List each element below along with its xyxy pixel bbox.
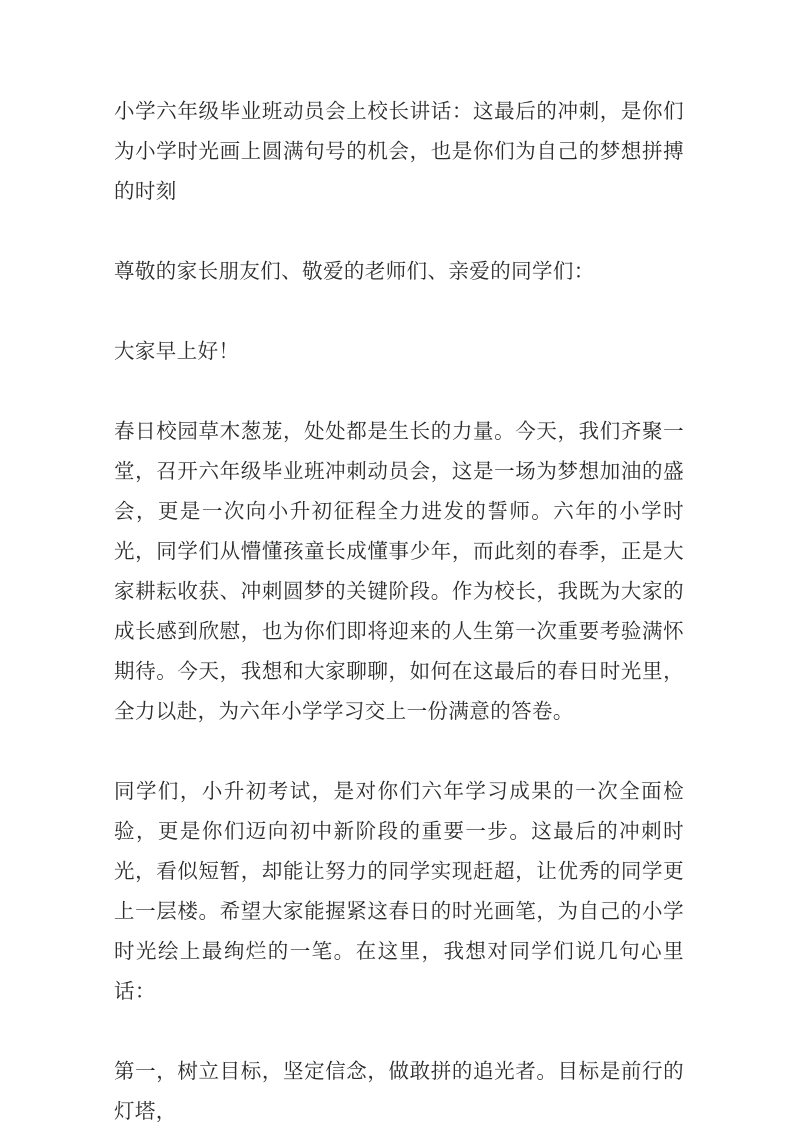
document-text-column: [114, 92, 684, 1122]
salutation-paragraph: 尊敬的家长朋友们、敬爱的老师们、亲爱的同学们：: [114, 261, 595, 283]
opening-paragraph: 春日校园草木葱茏，处处都是生长的力量。今天，我们齐聚一堂，召开六年级毕业班冲刺动员会，这是一场为梦想加油的盛会，更是一次向小升初征程全力进发的誓师。六年的小学时光，同学们从懵懂孩童长成懂事少年，而此刻的春季，正是大家耕耘收获、冲刺圆梦的关键阶段。作为校长，我既为大家的成长感到欣慰，也为你们即将迎来的人生第一次重要考验满怀期待。今天，我想和大家聊聊，如何在这最后的春日时光里，全力以赴，为六年小学学习交上一份满意的答卷。: [114, 421, 684, 723]
body-paragraph-1: 同学们，小升初考试，是对你们六年学习成果的一次全面检验，更是你们迈向初中新阶段的重要一步。这最后的冲刺时光，看似短暂，却能让努力的同学实现赶超，让优秀的同学更上一层楼。希望大家能握紧这春日的时光画笔，为自己的小学时光绘上最绚烂的一笔。在这里，我想对同学们说几句心里话：: [114, 781, 684, 1003]
greeting-paragraph: 大家早上好！: [114, 341, 240, 363]
body-paragraph-2: 第一，树立目标，坚定信念，做敢拼的追光者。目标是前行的灯塔，: [114, 1061, 684, 1122]
document-title: 小学六年级毕业班动员会上校长讲话：这最后的冲刺，是你们为小学时光画上圆满句号的机会，也是你们为自己的梦想拼搏的时刻: [114, 101, 684, 203]
